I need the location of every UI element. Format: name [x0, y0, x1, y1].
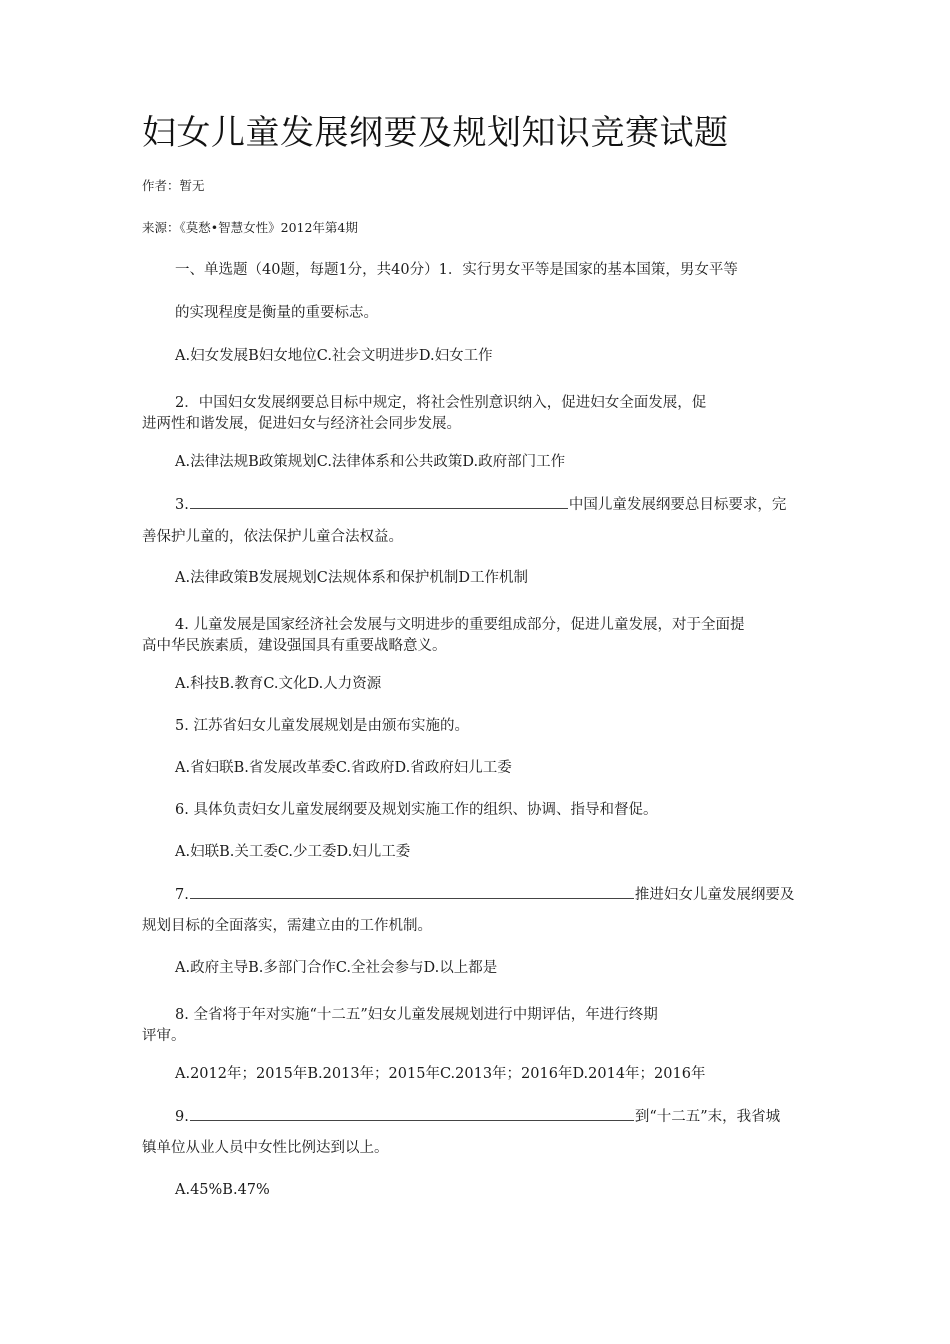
document-title: 妇女儿童发展纲要及规划知识竞赛试题	[142, 113, 729, 153]
q8-line2: 评审。	[142, 1028, 186, 1044]
q1-line1: 一、单选题（40题，每题1分，共40分）1．实行男女平等是国家的基本国策，男女平等	[175, 262, 738, 278]
q3-line1	[175, 494, 786, 515]
q9-line1	[175, 1106, 780, 1127]
author-line: 作者：暂无	[142, 178, 205, 193]
q1-options: A.妇女发展B妇女地位C.社会文明进步D.妇女工作	[175, 348, 493, 364]
q2-line2: 进两性和谐发展，促进妇女与经济社会同步发展。	[142, 416, 461, 432]
q6-options: A.妇联B.关工委C.少工委D.妇儿工委	[175, 844, 411, 860]
q8-options: A.2012年；2015年B.2013年；2015年C.2013年；2016年D.2014年；2016年	[175, 1066, 706, 1082]
q2-line1: 2．中国妇女发展纲要总目标中规定，将社会性别意识纳入，促进妇女全面发展，促	[175, 395, 707, 411]
q5-options: A.省妇联B.省发展改革委C.省政府D.省政府妇儿工委	[175, 760, 512, 776]
q7-line2: 规划目标的全面落实，需建立由的工作机制。	[142, 918, 432, 934]
q9-text: 到“十二五”末，我省城	[634, 1109, 781, 1125]
q3-answer-blank	[190, 494, 568, 509]
q8-line1: 8. 全省将于年对实施“十二五”妇女儿童发展规划进行中期评估，年进行终期	[175, 1007, 658, 1023]
q7-line1	[175, 884, 794, 905]
q3-options: A.法律政策B发展规划C法规体系和保护机制D工作机制	[175, 570, 528, 586]
q7-number: 7.	[175, 887, 189, 903]
source-line: 来源：《莫愁•智慧女性》2012年第4期	[142, 220, 358, 235]
q2-options: A.法律法规B政策规划C.法律体系和公共政策D.政府部门工作	[175, 454, 566, 470]
q6-line1: 6. 具体负责妇女儿童发展纲要及规划实施工作的组织、协调、指导和督促。	[175, 802, 658, 818]
q4-options: A.科技B.教育C.文化D.人力资源	[175, 676, 382, 692]
q3-text: 中国儿童发展纲要总目标要求，完	[568, 497, 787, 513]
q5-line1: 5. 江苏省妇女儿童发展规划是由颁布实施的。	[175, 718, 469, 734]
q3-number: 3.	[175, 497, 189, 513]
q7-text: 推进妇女儿童发展纲要及	[634, 887, 795, 903]
q7-answer-blank	[190, 884, 634, 899]
q7-options: A.政府主导B.多部门合作C.全社会参与D.以上都是	[175, 960, 498, 976]
q4-line2: 高中华民族素质，建设强国具有重要战略意义。	[142, 638, 447, 654]
q9-number: 9.	[175, 1109, 189, 1125]
q9-line2: 镇单位从业人员中女性比例达到以上。	[142, 1140, 389, 1156]
q4-line1: 4. 儿童发展是国家经济社会发展与文明进步的重要组成部分，促进儿童发展，对于全面提	[175, 617, 745, 633]
q1-line2: 的实现程度是衡量的重要标志。	[175, 305, 378, 321]
q3-line2: 善保护儿童的，依法保护儿童合法权益。	[142, 529, 403, 545]
q9-options: A.45%B.47%	[175, 1182, 270, 1198]
q9-answer-blank	[190, 1106, 634, 1121]
